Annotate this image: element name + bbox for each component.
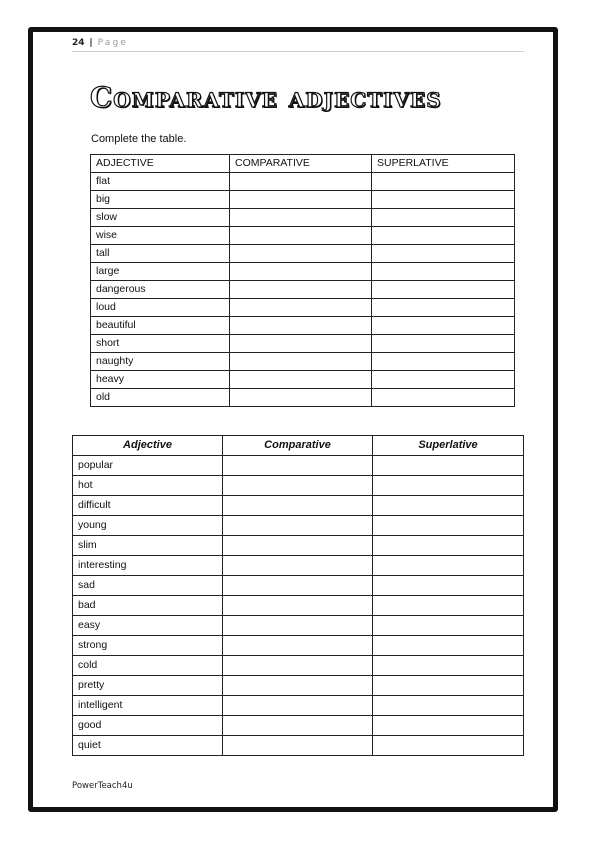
- table-row: [73, 636, 524, 656]
- superlative-answer-cell[interactable]: [373, 476, 524, 496]
- adjective-cell: tall: [91, 245, 230, 263]
- adjective-cell: easy: [73, 616, 223, 636]
- adjective-cell: cold: [73, 656, 223, 676]
- table-row: [91, 191, 515, 209]
- comparative-answer-cell[interactable]: [230, 245, 372, 263]
- adjective-cell: loud: [91, 299, 230, 317]
- superlative-answer-cell[interactable]: [373, 696, 524, 716]
- adjective-cell: short: [91, 335, 230, 353]
- adjective-cell: hot: [73, 476, 223, 496]
- adjective-cell: dangerous: [91, 281, 230, 299]
- table-row: [73, 616, 524, 636]
- table-row: [73, 456, 524, 476]
- comparative-answer-cell[interactable]: [223, 476, 373, 496]
- comparative-answer-cell[interactable]: [223, 696, 373, 716]
- superlative-answer-cell[interactable]: [372, 209, 515, 227]
- comparative-answer-cell[interactable]: [223, 576, 373, 596]
- table-row: [91, 245, 515, 263]
- table-row: [91, 371, 515, 389]
- comparative-answer-cell[interactable]: [223, 496, 373, 516]
- comparative-answer-cell[interactable]: [230, 317, 372, 335]
- adjective-cell: difficult: [73, 496, 223, 516]
- comparative-answer-cell[interactable]: [230, 299, 372, 317]
- superlative-answer-cell[interactable]: [372, 389, 515, 407]
- superlative-answer-cell[interactable]: [373, 576, 524, 596]
- comparative-answer-cell[interactable]: [230, 173, 372, 191]
- superlative-answer-cell[interactable]: [373, 556, 524, 576]
- superlative-answer-cell[interactable]: [373, 616, 524, 636]
- adjective-cell: flat: [91, 173, 230, 191]
- table-row: [73, 596, 524, 616]
- table-header-row: [91, 155, 515, 173]
- table-row: [91, 317, 515, 335]
- adjective-cell: intelligent: [73, 696, 223, 716]
- table-row: [73, 716, 524, 736]
- page-separator: |: [89, 38, 93, 48]
- comparative-answer-cell[interactable]: [223, 716, 373, 736]
- comparative-answer-cell[interactable]: [223, 616, 373, 636]
- adjectives-table-2: [72, 435, 524, 756]
- superlative-answer-cell[interactable]: [373, 596, 524, 616]
- adjective-cell: interesting: [73, 556, 223, 576]
- superlative-answer-cell[interactable]: [373, 716, 524, 736]
- table-row: [73, 576, 524, 596]
- table-row: [73, 496, 524, 516]
- table-row: [73, 556, 524, 576]
- page-number: 24: [72, 38, 85, 48]
- adjective-cell: large: [91, 263, 230, 281]
- superlative-answer-cell[interactable]: [373, 536, 524, 556]
- adjective-cell: popular: [73, 456, 223, 476]
- comparative-answer-cell[interactable]: [223, 736, 373, 756]
- page-header: [72, 37, 524, 52]
- adjective-cell: slim: [73, 536, 223, 556]
- superlative-answer-cell[interactable]: [372, 317, 515, 335]
- comparative-answer-cell[interactable]: [230, 263, 372, 281]
- footer-brand: PowerTeach4u: [72, 781, 133, 791]
- superlative-answer-cell[interactable]: [372, 353, 515, 371]
- comparative-answer-cell[interactable]: [230, 335, 372, 353]
- table-row: [73, 476, 524, 496]
- table-row: [91, 335, 515, 353]
- table-row: [73, 536, 524, 556]
- adjective-cell: sad: [73, 576, 223, 596]
- superlative-answer-cell[interactable]: [372, 227, 515, 245]
- superlative-answer-cell[interactable]: [372, 281, 515, 299]
- instruction-text: Complete the table.: [91, 133, 187, 145]
- comparative-answer-cell[interactable]: [230, 371, 372, 389]
- table-row: [91, 263, 515, 281]
- superlative-answer-cell[interactable]: [372, 263, 515, 281]
- superlative-answer-cell[interactable]: [372, 299, 515, 317]
- adjectives-table-1: [90, 154, 515, 407]
- comparative-answer-cell[interactable]: [223, 536, 373, 556]
- superlative-answer-cell[interactable]: [373, 736, 524, 756]
- adjective-cell: young: [73, 516, 223, 536]
- superlative-answer-cell[interactable]: [373, 636, 524, 656]
- superlative-answer-cell[interactable]: [373, 456, 524, 476]
- comparative-answer-cell[interactable]: [230, 227, 372, 245]
- comparative-answer-cell[interactable]: [223, 456, 373, 476]
- adjective-cell: old: [91, 389, 230, 407]
- superlative-answer-cell[interactable]: [373, 496, 524, 516]
- comparative-answer-cell[interactable]: [230, 389, 372, 407]
- superlative-answer-cell[interactable]: [372, 191, 515, 209]
- table-row: [73, 696, 524, 716]
- table-row: [91, 353, 515, 371]
- superlative-answer-cell[interactable]: [372, 173, 515, 191]
- adjective-cell: beautiful: [91, 317, 230, 335]
- table-row: [91, 299, 515, 317]
- table-row: [91, 173, 515, 191]
- superlative-answer-cell[interactable]: [373, 516, 524, 536]
- adjective-cell: good: [73, 716, 223, 736]
- column-header-comparative: Comparative: [223, 436, 373, 456]
- superlative-answer-cell[interactable]: [372, 335, 515, 353]
- column-header-adjective: ADJECTIVE: [91, 155, 230, 173]
- adjective-cell: slow: [91, 209, 230, 227]
- adjective-cell: quiet: [73, 736, 223, 756]
- superlative-answer-cell[interactable]: [372, 371, 515, 389]
- table-header-row: [73, 436, 524, 456]
- table-row: [73, 516, 524, 536]
- page-label: Page: [97, 38, 129, 48]
- table-row: [91, 209, 515, 227]
- adjective-cell: pretty: [73, 676, 223, 696]
- comparative-answer-cell[interactable]: [223, 516, 373, 536]
- worksheet-title: Comparative adjectives: [90, 81, 442, 114]
- comparative-answer-cell[interactable]: [230, 191, 372, 209]
- adjective-cell: big: [91, 191, 230, 209]
- table-row: [73, 676, 524, 696]
- table-row: [91, 227, 515, 245]
- comparative-answer-cell[interactable]: [223, 656, 373, 676]
- comparative-answer-cell[interactable]: [230, 353, 372, 371]
- superlative-answer-cell[interactable]: [373, 676, 524, 696]
- superlative-answer-cell[interactable]: [372, 245, 515, 263]
- comparative-answer-cell[interactable]: [223, 596, 373, 616]
- column-header-superlative: Superlative: [373, 436, 524, 456]
- adjective-cell: heavy: [91, 371, 230, 389]
- comparative-answer-cell[interactable]: [223, 636, 373, 656]
- adjective-cell: strong: [73, 636, 223, 656]
- table-row: [73, 656, 524, 676]
- comparative-answer-cell[interactable]: [230, 209, 372, 227]
- comparative-answer-cell[interactable]: [223, 556, 373, 576]
- adjective-cell: naughty: [91, 353, 230, 371]
- adjective-cell: wise: [91, 227, 230, 245]
- table-row: [91, 389, 515, 407]
- column-header-comparative: COMPARATIVE: [230, 155, 372, 173]
- table-row: [91, 281, 515, 299]
- adjective-cell: bad: [73, 596, 223, 616]
- comparative-answer-cell[interactable]: [230, 281, 372, 299]
- column-header-adjective: Adjective: [73, 436, 223, 456]
- superlative-answer-cell[interactable]: [373, 656, 524, 676]
- table-row: [73, 736, 524, 756]
- column-header-superlative: SUPERLATIVE: [372, 155, 515, 173]
- comparative-answer-cell[interactable]: [223, 676, 373, 696]
